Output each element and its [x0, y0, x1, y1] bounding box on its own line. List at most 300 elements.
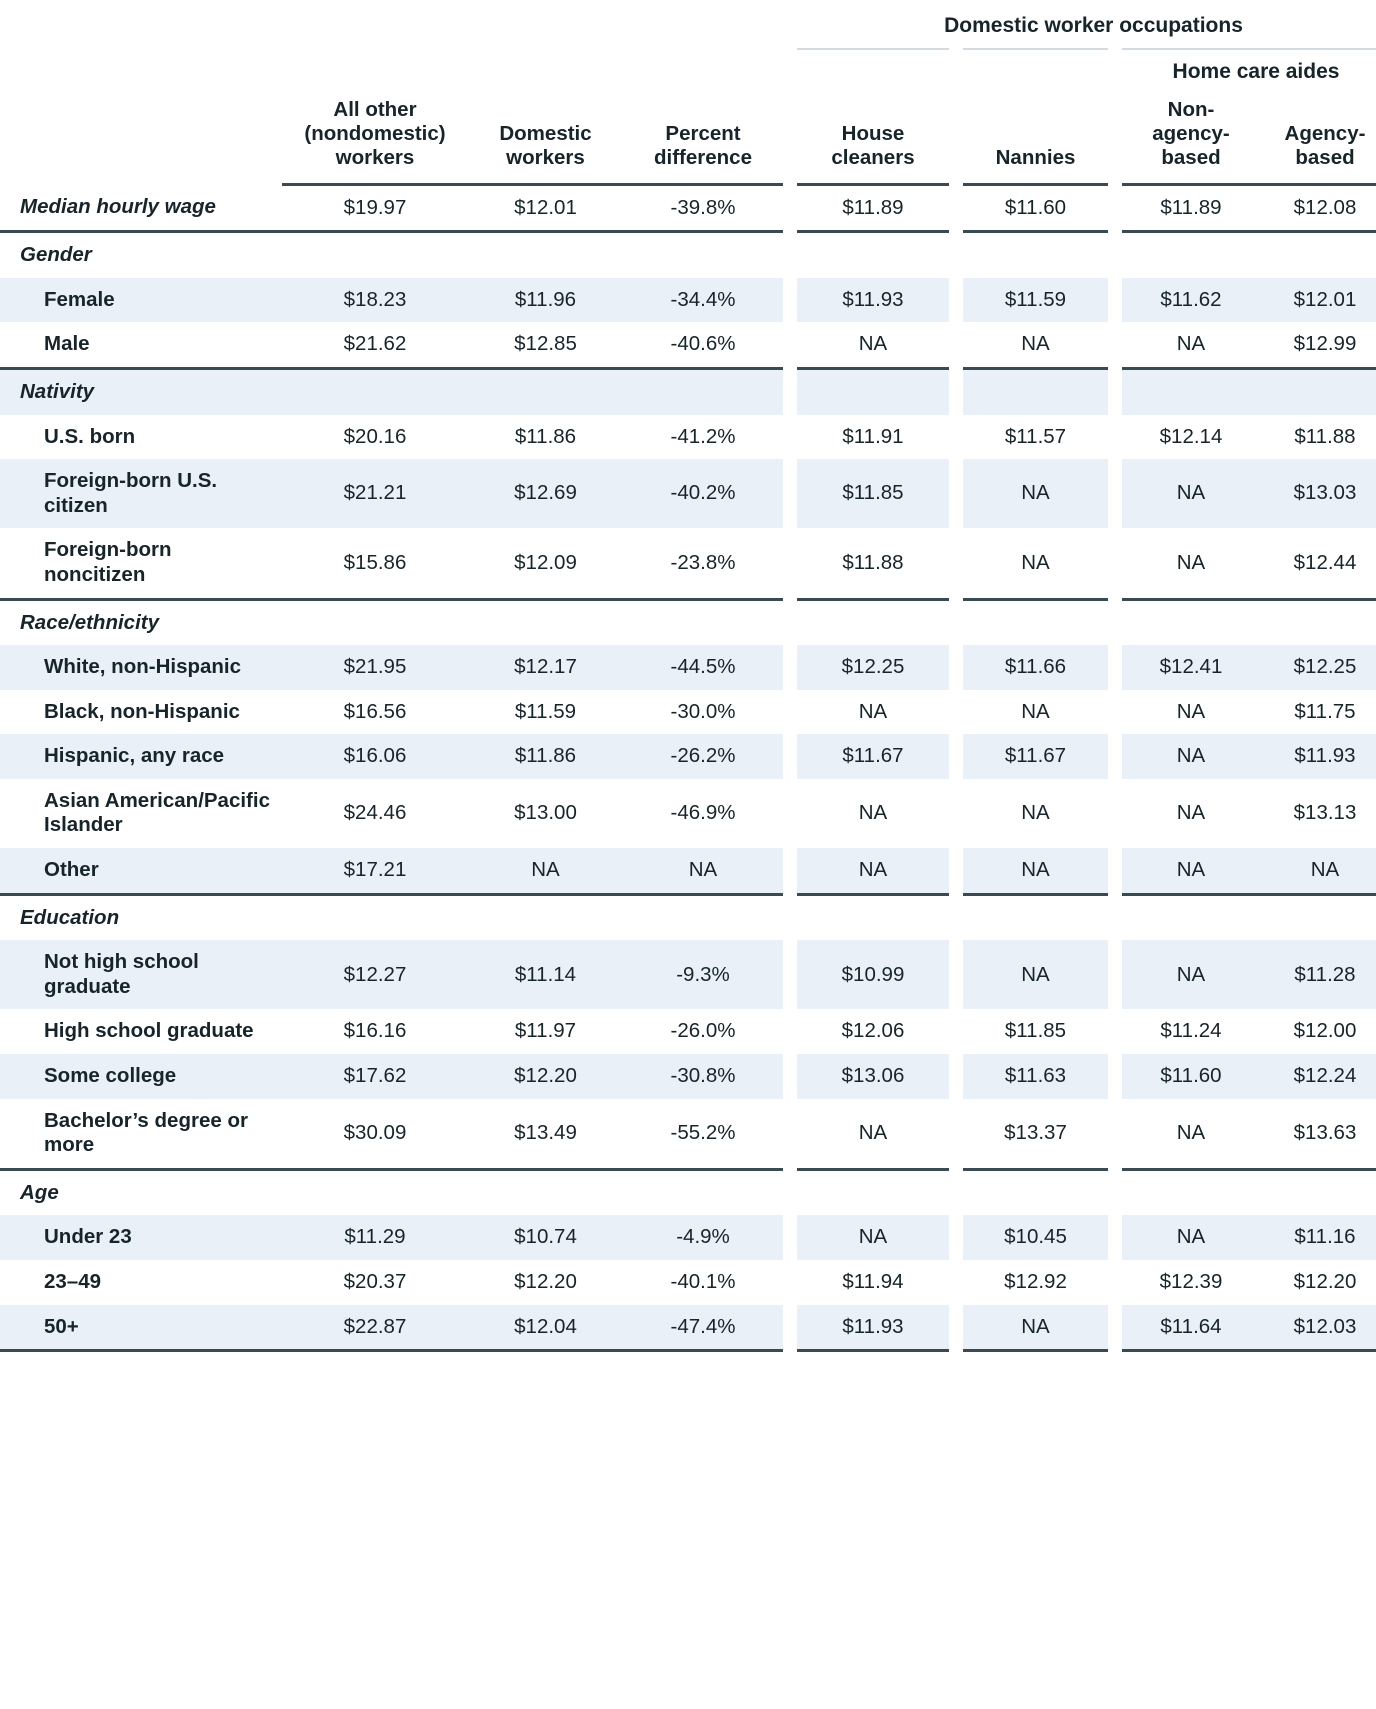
column-gap — [783, 232, 797, 278]
column-header-non-agency-based — [1122, 92, 1260, 184]
column-gap — [949, 1054, 963, 1099]
table-row — [0, 848, 1376, 894]
table-row — [0, 779, 1376, 848]
column-gap — [783, 1215, 797, 1260]
column-gap — [949, 368, 963, 414]
table-cell: NA — [1122, 848, 1260, 894]
table-cell: NA — [797, 1099, 949, 1170]
table-cell: $11.93 — [797, 1305, 949, 1351]
group-header-spacer — [282, 0, 468, 49]
table-cell: $11.97 — [514, 1019, 577, 1043]
table-cell: -26.2% — [623, 734, 783, 779]
table-cell: $11.59 — [514, 699, 577, 723]
table-cell: $12.01 — [468, 184, 623, 232]
row-label: Median hourly wage — [0, 184, 282, 232]
column-gap — [949, 940, 963, 1009]
table-cell: NA — [963, 322, 1108, 368]
table-cell: $30.09 — [282, 1099, 468, 1170]
table-cell: NA — [1122, 1215, 1260, 1260]
column-gap — [949, 894, 963, 940]
table-cell: $12.39 — [1159, 1270, 1223, 1293]
table-cell — [1122, 894, 1260, 940]
column-gap — [949, 1215, 963, 1260]
column-gap — [949, 599, 963, 645]
table-cell: $11.86 — [514, 424, 577, 448]
table-cell: NA — [1122, 1099, 1260, 1170]
table-cell — [1122, 368, 1260, 414]
sub-group-header-row — [0, 49, 1376, 92]
table-cell: NA — [1176, 699, 1206, 723]
table-cell: $12.99 — [1260, 322, 1376, 368]
table-cell: $10.74 — [468, 1215, 623, 1260]
column-header-line: based — [1161, 146, 1221, 170]
column-gap — [949, 459, 963, 528]
table-cell: -41.2% — [670, 424, 736, 448]
column-gap — [783, 368, 797, 414]
table-cell: NA — [797, 848, 949, 894]
column-gap — [783, 528, 797, 599]
table-cell: $10.45 — [963, 1215, 1108, 1260]
table-cell: $13.37 — [963, 1099, 1108, 1170]
table-cell: NA — [1021, 699, 1050, 723]
table-cell: $12.27 — [282, 940, 468, 1009]
column-header-domestic-workers — [468, 92, 623, 184]
table-cell: $11.67 — [963, 734, 1108, 779]
table-cell — [797, 599, 949, 645]
rule-nannies — [963, 49, 1108, 92]
column-gap — [1108, 49, 1122, 92]
table-cell: -39.8% — [623, 184, 783, 232]
table-cell — [797, 368, 949, 414]
table-cell: $11.93 — [797, 278, 949, 323]
column-header-line: workers — [506, 146, 585, 170]
column-header-house-cleaners — [797, 92, 949, 184]
table-row — [0, 1305, 1376, 1351]
table-cell: NA — [623, 848, 783, 894]
table-cell: $12.03 — [1260, 1305, 1376, 1351]
table-cell: $11.67 — [797, 734, 949, 779]
column-gap — [949, 322, 963, 368]
table-row — [0, 1215, 1376, 1260]
table-row — [0, 278, 1376, 323]
table-row — [0, 459, 1376, 528]
table-cell: $22.87 — [282, 1305, 468, 1351]
table-cell — [623, 232, 783, 278]
table-cell: $12.20 — [1293, 1270, 1357, 1293]
column-header-line: Non- — [1167, 98, 1215, 121]
table-cell — [623, 894, 783, 940]
column-gap — [1108, 415, 1122, 460]
table-cell: $10.99 — [797, 940, 949, 1009]
column-gap — [1108, 848, 1122, 894]
column-gap — [949, 415, 963, 460]
table-cell: $18.23 — [282, 278, 468, 323]
table-cell: $12.92 — [1004, 1270, 1067, 1293]
table-cell: $19.97 — [282, 184, 468, 232]
column-gap — [1108, 599, 1122, 645]
table-cell — [468, 1169, 623, 1215]
table-cell: $12.09 — [468, 528, 623, 599]
table-cell: -30.8% — [623, 1054, 783, 1099]
column-gap — [783, 645, 797, 690]
table-row — [0, 1009, 1376, 1054]
table-cell: NA — [1122, 322, 1260, 368]
table-cell: $12.01 — [1260, 278, 1376, 323]
column-gap — [949, 779, 963, 848]
row-label: U.S. born — [44, 424, 136, 448]
table-cell: NA — [468, 848, 623, 894]
table-cell: $11.85 — [1004, 1019, 1067, 1043]
row-label: Foreign-born U.S. citizen — [0, 459, 282, 528]
column-gap — [783, 92, 797, 184]
column-gap — [783, 0, 797, 49]
table-cell — [282, 894, 468, 940]
table-cell: NA — [797, 1215, 949, 1260]
column-header-line: Percent — [665, 122, 741, 146]
column-gap — [949, 1305, 963, 1351]
column-gap — [1108, 278, 1122, 323]
column-gap — [783, 779, 797, 848]
table-row — [0, 645, 1376, 690]
column-gap — [1108, 734, 1122, 779]
table-cell — [1260, 1169, 1376, 1215]
table-row — [0, 734, 1376, 779]
table-cell: $12.69 — [468, 459, 623, 528]
column-gap — [783, 690, 797, 735]
table-cell: $13.13 — [1293, 801, 1357, 825]
table-cell: -46.9% — [670, 801, 736, 825]
row-label: Female — [0, 278, 282, 323]
table-cell: NA — [1260, 848, 1376, 894]
group-header-spacer — [0, 0, 282, 49]
column-gap — [949, 528, 963, 599]
column-gap — [1108, 528, 1122, 599]
table-cell: $16.56 — [343, 699, 407, 723]
table-cell — [282, 368, 468, 414]
table-cell: -40.2% — [623, 459, 783, 528]
table-cell — [282, 599, 468, 645]
table-cell: $11.91 — [842, 424, 904, 448]
column-gap — [783, 415, 797, 460]
table-cell: $12.44 — [1260, 528, 1376, 599]
table-cell: $20.37 — [343, 1270, 407, 1293]
row-label: 50+ — [0, 1305, 282, 1351]
column-header-line: Agency- — [1284, 122, 1366, 146]
group-header-spacer — [623, 0, 783, 49]
row-label: 23–49 — [44, 1270, 102, 1293]
table-cell: $11.89 — [1122, 184, 1260, 232]
table-cell: -47.4% — [623, 1305, 783, 1351]
row-section-label: Education — [20, 905, 120, 929]
table-row — [0, 1054, 1376, 1099]
column-gap — [949, 848, 963, 894]
column-header-rowlabel — [0, 92, 282, 184]
column-gap — [783, 1054, 797, 1099]
table-cell: $13.06 — [797, 1054, 949, 1099]
table-cell: NA — [1176, 801, 1206, 825]
column-gap — [949, 645, 963, 690]
column-gap — [949, 278, 963, 323]
table-cell: NA — [1122, 528, 1260, 599]
table-cell: $12.20 — [468, 1054, 623, 1099]
table-cell: $11.85 — [797, 459, 949, 528]
column-header-line: (nondomestic) — [304, 122, 446, 146]
table-cell — [797, 232, 949, 278]
table-row — [0, 1169, 1376, 1215]
table-cell: $11.59 — [963, 278, 1108, 323]
column-gap — [1108, 184, 1122, 232]
row-section-label: Age — [20, 1180, 59, 1204]
table-cell: $12.85 — [468, 322, 623, 368]
table-cell: $12.24 — [1260, 1054, 1376, 1099]
column-gap — [783, 894, 797, 940]
table-cell: NA — [1122, 459, 1260, 528]
column-gap — [783, 1305, 797, 1351]
table-cell: $16.06 — [282, 734, 468, 779]
table-cell — [623, 599, 783, 645]
table-cell: -34.4% — [623, 278, 783, 323]
column-gap — [949, 49, 963, 92]
column-gap — [783, 278, 797, 323]
table-cell — [1260, 232, 1376, 278]
table-cell — [1122, 599, 1260, 645]
table-cell: NA — [1122, 940, 1260, 1009]
table-cell: $11.28 — [1260, 940, 1376, 1009]
table-cell: $11.60 — [1122, 1054, 1260, 1099]
column-header-line: House — [841, 122, 905, 146]
table-cell: $11.57 — [1004, 424, 1067, 448]
table-cell: $11.29 — [282, 1215, 468, 1260]
subgroup-header-home-care-aides: Home care aides — [1122, 49, 1376, 92]
column-gap — [1108, 1215, 1122, 1260]
table-cell — [623, 368, 783, 414]
table-cell: NA — [858, 699, 888, 723]
table-cell: $21.95 — [282, 645, 468, 690]
row-label: Some college — [0, 1054, 282, 1099]
subgroup-spacer — [0, 49, 282, 92]
table-cell: $11.93 — [1260, 734, 1376, 779]
group-header-spacer — [468, 0, 623, 49]
column-gap — [783, 734, 797, 779]
table-cell — [1122, 1169, 1260, 1215]
table-cell: $15.86 — [282, 528, 468, 599]
column-gap — [1108, 1305, 1122, 1351]
table-row — [0, 1260, 1376, 1305]
table-cell — [282, 1169, 468, 1215]
table-cell — [797, 894, 949, 940]
column-gap — [783, 599, 797, 645]
column-gap — [783, 322, 797, 368]
column-gap — [783, 848, 797, 894]
column-gap — [1108, 645, 1122, 690]
column-gap — [1108, 690, 1122, 735]
table-cell: $12.25 — [797, 645, 949, 690]
column-gap — [783, 1169, 797, 1215]
table-cell: $11.94 — [842, 1270, 904, 1293]
table-cell — [797, 1169, 949, 1215]
table-cell — [623, 1169, 783, 1215]
column-header-line: Nannies — [995, 146, 1076, 170]
column-gap — [783, 49, 797, 92]
table-body — [0, 184, 1376, 1351]
row-label: Not high school graduate — [0, 940, 282, 1009]
column-gap — [949, 690, 963, 735]
column-header-line: Domestic — [499, 122, 592, 146]
column-header-line: based — [1295, 146, 1355, 170]
table-cell — [963, 1169, 1108, 1215]
table-row — [0, 184, 1376, 232]
table-cell: $12.06 — [841, 1019, 905, 1043]
table-cell: $11.96 — [468, 278, 623, 323]
table-cell: $12.41 — [1122, 645, 1260, 690]
table-cell — [963, 599, 1108, 645]
column-header-agency-based — [1260, 92, 1376, 184]
group-header-domestic-worker-occupations: Domestic worker occupations — [944, 14, 1243, 37]
table-cell: -4.9% — [623, 1215, 783, 1260]
row-label: Bachelor’s degree or more — [0, 1099, 282, 1170]
table-cell: $11.75 — [1294, 699, 1356, 723]
rule-house-cleaners — [797, 49, 949, 92]
column-gap — [783, 1099, 797, 1170]
table-cell: $13.49 — [468, 1099, 623, 1170]
table-cell: $17.62 — [282, 1054, 468, 1099]
table-cell: $12.08 — [1260, 184, 1376, 232]
table-cell: -30.0% — [670, 699, 736, 723]
column-gap — [783, 1260, 797, 1305]
table-row — [0, 1099, 1376, 1170]
table-cell: NA — [858, 801, 888, 825]
table-cell: $11.24 — [1160, 1019, 1222, 1043]
table-cell: -23.8% — [623, 528, 783, 599]
table-cell — [963, 232, 1108, 278]
column-gap — [949, 1099, 963, 1170]
table-cell — [468, 232, 623, 278]
table-cell: $11.63 — [963, 1054, 1108, 1099]
table-cell: -26.0% — [670, 1019, 736, 1043]
column-gap — [1108, 1054, 1122, 1099]
table-cell: $12.00 — [1293, 1019, 1357, 1043]
group-header-row — [0, 0, 1376, 49]
table-cell: -40.6% — [623, 322, 783, 368]
column-gap — [1108, 368, 1122, 414]
table-cell: NA — [963, 848, 1108, 894]
table-cell: -44.5% — [623, 645, 783, 690]
column-header-nannies — [963, 92, 1108, 184]
table-cell: $12.17 — [468, 645, 623, 690]
table-cell: $20.16 — [343, 424, 407, 448]
column-gap — [949, 92, 963, 184]
row-label: Male — [0, 322, 282, 368]
column-gap — [783, 1009, 797, 1054]
table-cell — [963, 368, 1108, 414]
column-gap — [949, 1169, 963, 1215]
table-cell: $11.66 — [963, 645, 1108, 690]
table-row — [0, 940, 1376, 1009]
table-cell — [1260, 894, 1376, 940]
column-gap — [1108, 1099, 1122, 1170]
table-cell — [963, 894, 1108, 940]
subgroup-spacer — [623, 49, 783, 92]
table-cell — [468, 368, 623, 414]
table-cell: NA — [963, 459, 1108, 528]
row-section-label: Race/ethnicity — [20, 610, 159, 634]
table-cell: $11.16 — [1260, 1215, 1376, 1260]
table-cell: $21.62 — [282, 322, 468, 368]
table-cell: $12.25 — [1260, 645, 1376, 690]
table-header — [0, 0, 1376, 184]
row-label: High school graduate — [44, 1019, 254, 1043]
table-cell — [1260, 368, 1376, 414]
column-gap — [949, 1009, 963, 1054]
table-cell: -40.1% — [670, 1270, 736, 1293]
table-cell — [282, 232, 468, 278]
table-cell — [1122, 232, 1260, 278]
table-row — [0, 528, 1376, 599]
column-gap — [949, 734, 963, 779]
column-gap — [1108, 1260, 1122, 1305]
column-header-line: workers — [335, 146, 415, 170]
table-row — [0, 322, 1376, 368]
table-cell: $17.21 — [282, 848, 468, 894]
table-cell: $11.88 — [797, 528, 949, 599]
row-label: Under 23 — [0, 1215, 282, 1260]
column-gap — [1108, 459, 1122, 528]
table-cell: -55.2% — [623, 1099, 783, 1170]
column-gap — [1108, 1169, 1122, 1215]
table-row — [0, 368, 1376, 414]
table-cell — [468, 894, 623, 940]
table-row — [0, 415, 1376, 460]
table-cell: NA — [963, 1305, 1108, 1351]
table-cell: $11.62 — [1122, 278, 1260, 323]
table-row — [0, 690, 1376, 735]
row-section-label: Gender — [20, 243, 92, 267]
column-gap — [783, 184, 797, 232]
table-cell: NA — [963, 940, 1108, 1009]
table-cell: NA — [797, 322, 949, 368]
table-cell: NA — [963, 528, 1108, 599]
subgroup-spacer — [468, 49, 623, 92]
table-cell: -9.3% — [623, 940, 783, 1009]
row-label: White, non-Hispanic — [0, 645, 282, 690]
row-label: Asian American/Pacific Islander — [44, 788, 270, 837]
table-cell: $11.88 — [1294, 424, 1356, 448]
column-gap — [1108, 894, 1122, 940]
column-gap — [1108, 1009, 1122, 1054]
table-cell: $11.86 — [468, 734, 623, 779]
table-cell: $12.14 — [1159, 424, 1223, 448]
row-label: Hispanic, any race — [0, 734, 282, 779]
column-gap — [1108, 779, 1122, 848]
column-gap — [1108, 232, 1122, 278]
column-gap — [1108, 322, 1122, 368]
table-row — [0, 894, 1376, 940]
table-cell — [468, 599, 623, 645]
table-cell: $13.00 — [514, 801, 577, 825]
row-label: Foreign-born noncitizen — [0, 528, 282, 599]
table-cell: NA — [1021, 801, 1050, 825]
table-cell: $21.21 — [282, 459, 468, 528]
row-label: Black, non-Hispanic — [44, 699, 240, 723]
table-cell: $11.64 — [1122, 1305, 1260, 1351]
table-cell — [1260, 599, 1376, 645]
column-header-line: All other — [333, 98, 417, 121]
row-section-label: Nativity — [0, 368, 282, 414]
table-cell: $12.20 — [514, 1270, 577, 1293]
column-gap — [949, 1260, 963, 1305]
subgroup-spacer — [282, 49, 468, 92]
table-cell: $11.14 — [468, 940, 623, 1009]
